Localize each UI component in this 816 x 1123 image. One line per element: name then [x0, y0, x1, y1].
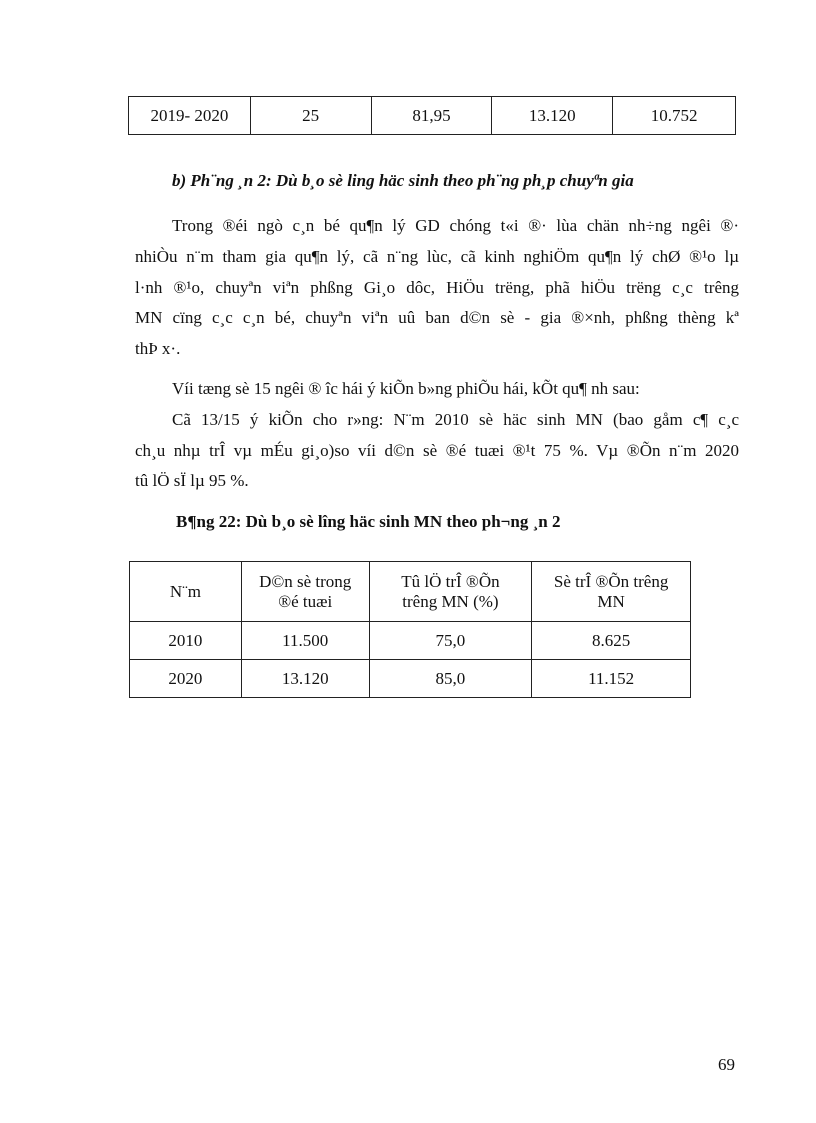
table-row [130, 622, 691, 660]
table-cell: 25 [250, 97, 371, 135]
table-cell: 2020 [130, 660, 242, 698]
paragraph-2 [135, 374, 739, 497]
table-cell: 11.152 [532, 660, 691, 698]
data-table-22 [129, 561, 691, 698]
column-header: D©n sè trong ®é tuæi [241, 562, 369, 622]
paragraph-line: nhiÒu n¨m tham gia qu¶n lý, cã n¨ng lùc, cã kinh nghiÖm qu¶n lý chØ ®¹o lµ [135, 246, 739, 266]
table-row [129, 97, 736, 135]
table-cell: 13.120 [492, 97, 613, 135]
table-cell: 11.500 [241, 622, 369, 660]
column-header: Sè trÎ ®Õn trêng MN [532, 562, 691, 622]
column-header: Tû lÖ trÎ ®Õn trêng MN (%) [369, 562, 532, 622]
paragraph-line: ch¸u nhµ trÎ vµ mÉu gi¸o)so víi d©n sè ®é tuæi ®¹t 75 %. Vµ ®Õn n¨m 2020 [135, 440, 739, 460]
data-table-top [128, 96, 736, 135]
table-cell: 8.625 [532, 622, 691, 660]
table-cell: 75,0 [369, 622, 532, 660]
section-heading: b) Ph¨ng ¸n 2: Dù b¸o sè ling häc sinh theo ph¨ng ph¸p chuyªn gia [172, 171, 634, 190]
paragraph-line: Víi tæng sè 15 ngêi ® îc hái ý kiÕn b»ng phiÕu hái, kÕt qu¶ nh sau: [172, 379, 640, 398]
paragraph-line: l·nh ®¹o, chuyªn viªn phßng Gi¸o dôc, HiÖu trëng, phã hiÖu trëng c¸c trêng [135, 277, 739, 297]
table-cell: 2010 [130, 622, 242, 660]
paragraph-line: Cã 13/15 ý kiÕn cho r»ng: N¨m 2010 sè häc sinh MN (bao gåm c¶ c¸c [172, 409, 739, 429]
table-cell: 81,95 [371, 97, 492, 135]
table-cell: 10.752 [613, 97, 736, 135]
table-header-row [130, 562, 691, 622]
table-caption: B¶ng 22: Dù b¸o sè lîng häc sinh MN theo ph¬ng ¸n 2 [176, 512, 561, 531]
table-row [130, 660, 691, 698]
paragraph-line: thÞ x·. [135, 339, 181, 359]
table-cell: 85,0 [369, 660, 532, 698]
page-number: 69 [718, 1055, 735, 1074]
paragraph-line: tû lÖ sÏ lµ 95 %. [135, 471, 249, 491]
paragraph-line: MN cïng c¸c c¸n bé, chuyªn viªn uû ban d©n sè - gia ®×nh, phßng thèng kª [135, 308, 739, 328]
table-cell: 13.120 [241, 660, 369, 698]
column-header: N¨m [130, 562, 242, 622]
paragraph-1 [135, 211, 739, 365]
table-cell: 2019- 2020 [129, 97, 251, 135]
paragraph-line: Trong ®éi ngò c¸n bé qu¶n lý GD chóng t«i ®· lùa chän nh÷ng ngêi ®· [172, 216, 739, 235]
